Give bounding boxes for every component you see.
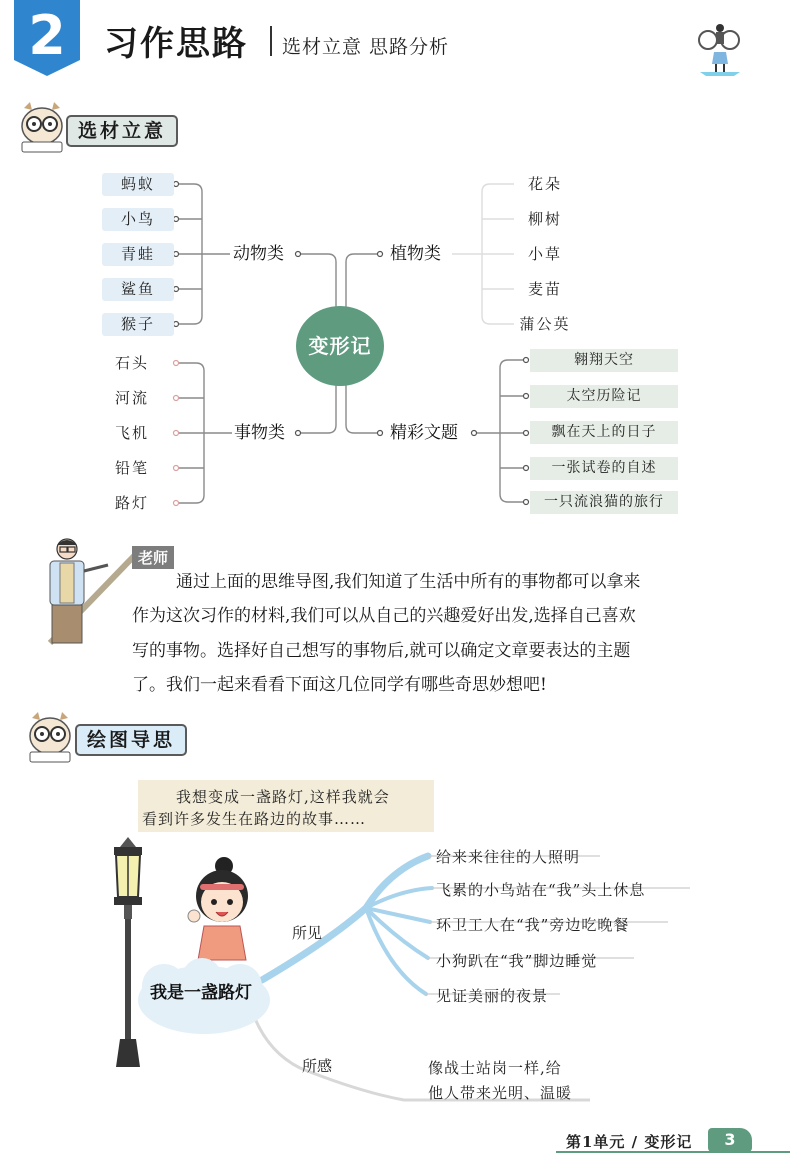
teacher-paragraph-line: 通过上面的思维导图,我们知道了生活中所有的事物都可以拿来 <box>176 572 641 592</box>
topic-item: 太空历险记 <box>530 385 678 408</box>
thing-item: 石头 <box>114 354 149 372</box>
mindmap-center: 变形记 <box>296 306 384 386</box>
felt-line: 他人带来光明、温暖 <box>428 1084 573 1102</box>
seen-item: 环卫工人在“我”旁边吃晚餐 <box>436 916 630 934</box>
teacher-tag: 老师 <box>132 546 174 569</box>
animal-item: 猴子 <box>102 313 174 336</box>
animal-item: 蚂蚁 <box>102 173 174 196</box>
topic-item: 一张试卷的自述 <box>530 457 678 480</box>
topic-item: 一只流浪猫的旅行 <box>530 491 678 514</box>
teacher-illustration-icon <box>40 535 140 645</box>
thing-item: 铅笔 <box>114 459 149 477</box>
thing-item: 河流 <box>114 389 149 407</box>
teacher-paragraph-line: 了。我们一起来看看下面这几位同学有哪些奇思妙想吧! <box>132 675 547 695</box>
teacher-paragraph-line: 作为这次习作的材料,我们可以从自己的兴趣爱好出发,选择自己喜欢 <box>132 606 636 626</box>
animal-item: 鲨鱼 <box>102 278 174 301</box>
chapter-number: 2 <box>28 4 66 67</box>
seen-label: 所见 <box>292 924 323 942</box>
teacher-paragraph-line: 写的事物。选择好自己想写的事物后,就可以确定文章要表达的主题 <box>132 641 631 661</box>
section-badge-drawing: 绘图导思 <box>75 724 187 756</box>
page-title: 习作思路 <box>104 24 248 64</box>
animal-item: 小鸟 <box>102 208 174 231</box>
things-node: 事物类 <box>234 423 285 443</box>
animal-item: 青蛙 <box>102 243 174 266</box>
topic-item: 飘在天上的日子 <box>530 421 678 444</box>
footer-divider <box>556 1151 790 1153</box>
seen-item: 见证美丽的夜景 <box>436 987 549 1005</box>
page-number: 3 <box>708 1128 752 1152</box>
seen-item: 小狗趴在“我”脚边睡觉 <box>436 952 598 970</box>
bubble-line: 看到许多发生在路边的故事…… <box>142 810 367 828</box>
section-badge-material: 选材立意 <box>66 115 178 147</box>
topics-node: 精彩文题 <box>390 423 458 443</box>
felt-label: 所感 <box>302 1057 333 1075</box>
plant-item: 麦苗 <box>527 280 562 298</box>
felt-line: 像战士站岗一样,给 <box>428 1059 562 1077</box>
animals-node: 动物类 <box>233 244 284 264</box>
owl-mascot-icon <box>26 710 76 765</box>
plant-item: 蒲公英 <box>519 315 571 333</box>
thing-item: 飞机 <box>114 424 149 442</box>
page-subtitle: 选材立意 思路分析 <box>282 36 450 58</box>
plant-item: 花朵 <box>527 175 562 193</box>
plant-item: 柳树 <box>527 210 562 228</box>
seen-item: 给来来往往的人照明 <box>436 848 581 866</box>
lamp-center-label: 我是一盏路灯 <box>150 983 252 1003</box>
topic-item: 翱翔天空 <box>530 349 678 372</box>
plant-item: 小草 <box>527 245 562 263</box>
plants-node: 植物类 <box>390 244 441 264</box>
footer-unit-title: 第1单元 / 变形记 <box>566 1133 693 1151</box>
seen-item: 飞累的小鸟站在“我”头上休息 <box>436 881 646 899</box>
thing-item: 路灯 <box>114 494 149 512</box>
bubble-line: 我想变成一盏路灯,这样我就会 <box>176 788 390 806</box>
girl-illustration-icon <box>182 856 262 966</box>
speech-bubble <box>138 780 434 832</box>
